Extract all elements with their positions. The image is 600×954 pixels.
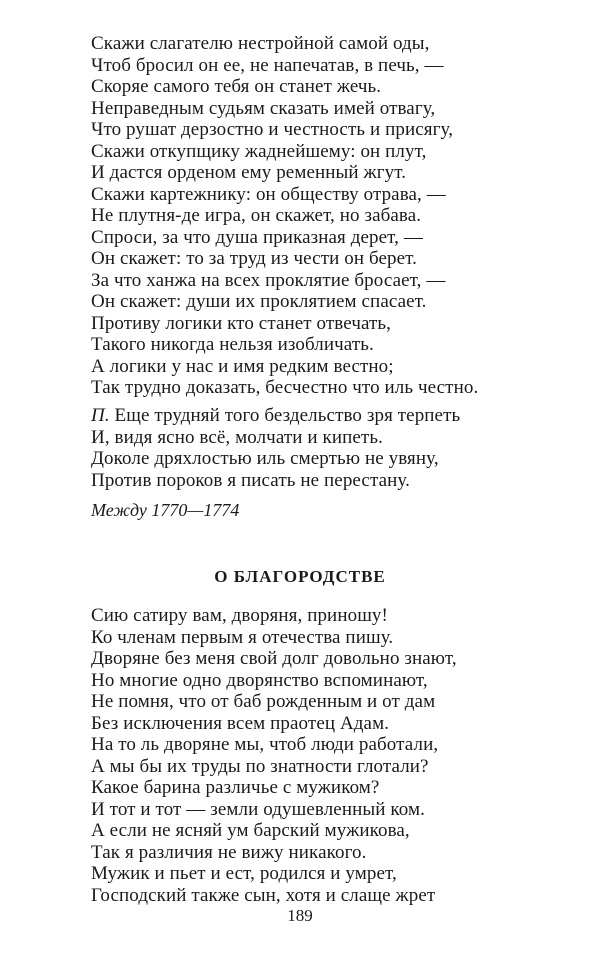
verse-line: Так я различия не вижу никакого. [91, 841, 367, 863]
verse-line: Не плутня-де игра, он скажет, но забава. [91, 205, 422, 226]
verse-line: Без исключения всем праотец Адам. [91, 712, 390, 734]
verse-line: Он скажет: души их проклятием спасает. [91, 291, 427, 312]
verse-line: Сию сатиру вам, дворяня, приношу! [91, 605, 388, 626]
verse-line: И дастся орденом ему ременный жгут. [91, 162, 407, 183]
poem-title: О БЛАГОРОДСТВЕ [214, 567, 386, 586]
verse-line: Мужик и пьет и ест, родился и умрет, [91, 863, 397, 884]
page-number: 189 [287, 906, 313, 925]
verse-line: Он скажет: то за труд из чести он берет. [91, 248, 417, 269]
verse-line: Но многие одно дворянство вспоминают, [91, 669, 428, 691]
verse-line: Ко членам первым я отечества пишу. [91, 626, 394, 648]
verse-line-with-speaker [91, 405, 460, 427]
verse-line: Так трудно доказать, бесчестно что иль честно. [91, 377, 479, 398]
verse-line: Против пороков я писать не перестану. [91, 469, 410, 491]
verse-line: Неправедным судьям сказать имей отвагу, [91, 97, 436, 119]
verse-line: Не помня, что от баб рожденным и от дам [91, 691, 436, 712]
verse-line: Доколе дряхлостью иль смертью не увяну, [91, 448, 439, 469]
verse-line: Дворяне без меня свой долг довольно знают, [91, 648, 457, 669]
verse-line: А мы бы их труды по знатности глотали? [91, 755, 429, 777]
verse-line: Скажи картежнику: он обществу отрава, — [91, 183, 446, 205]
speaker-label: П. [91, 405, 110, 426]
verse-line: Чтоб бросил он ее, не напечатав, в печь, — [91, 54, 444, 76]
verse-line: Какое барина различье с мужиком? [91, 777, 380, 798]
verse-line: Скажи откупщику жаднейшему: он плут, [91, 140, 427, 162]
verse-line-text: Еще трудняй того бездельство зря терпеть [109, 405, 461, 426]
verse-line: А если не ясняй ум барский мужикова, [91, 820, 410, 841]
next-poem-stanza [91, 605, 457, 906]
verse-line: И, видя ясно всё, молчати и кипеть. [91, 426, 383, 448]
closing-stanza [91, 405, 460, 491]
verse-line: На то ль дворяне мы, чтоб люди работали, [91, 734, 439, 755]
date-note: Между 1770—1774 [91, 500, 240, 520]
verse-line: Противу логики кто станет отвечать, [91, 312, 392, 334]
verse-line: Такого никогда нельзя изобличать. [91, 334, 374, 355]
verse-line: Скоряе самого тебя он станет жечь. [91, 76, 382, 97]
verse-line: Что рушат дерзостно и честность и присягу, [91, 119, 454, 140]
verse-line: Господский также сын, хотя и слаще жрет [91, 884, 436, 906]
verse-line: Спроси, за что душа приказная дерет, — [91, 226, 423, 248]
verse-line: И тот и тот — земли одушевленный ком. [91, 798, 425, 820]
verse-line: Скажи слагателю нестройной самой оды, [91, 33, 430, 54]
verse-line: А логики у нас и имя редким вестно; [91, 355, 394, 377]
satire-continuation-stanza [91, 33, 478, 399]
verse-line: За что ханжа на всех проклятие бросает, — [91, 269, 446, 291]
